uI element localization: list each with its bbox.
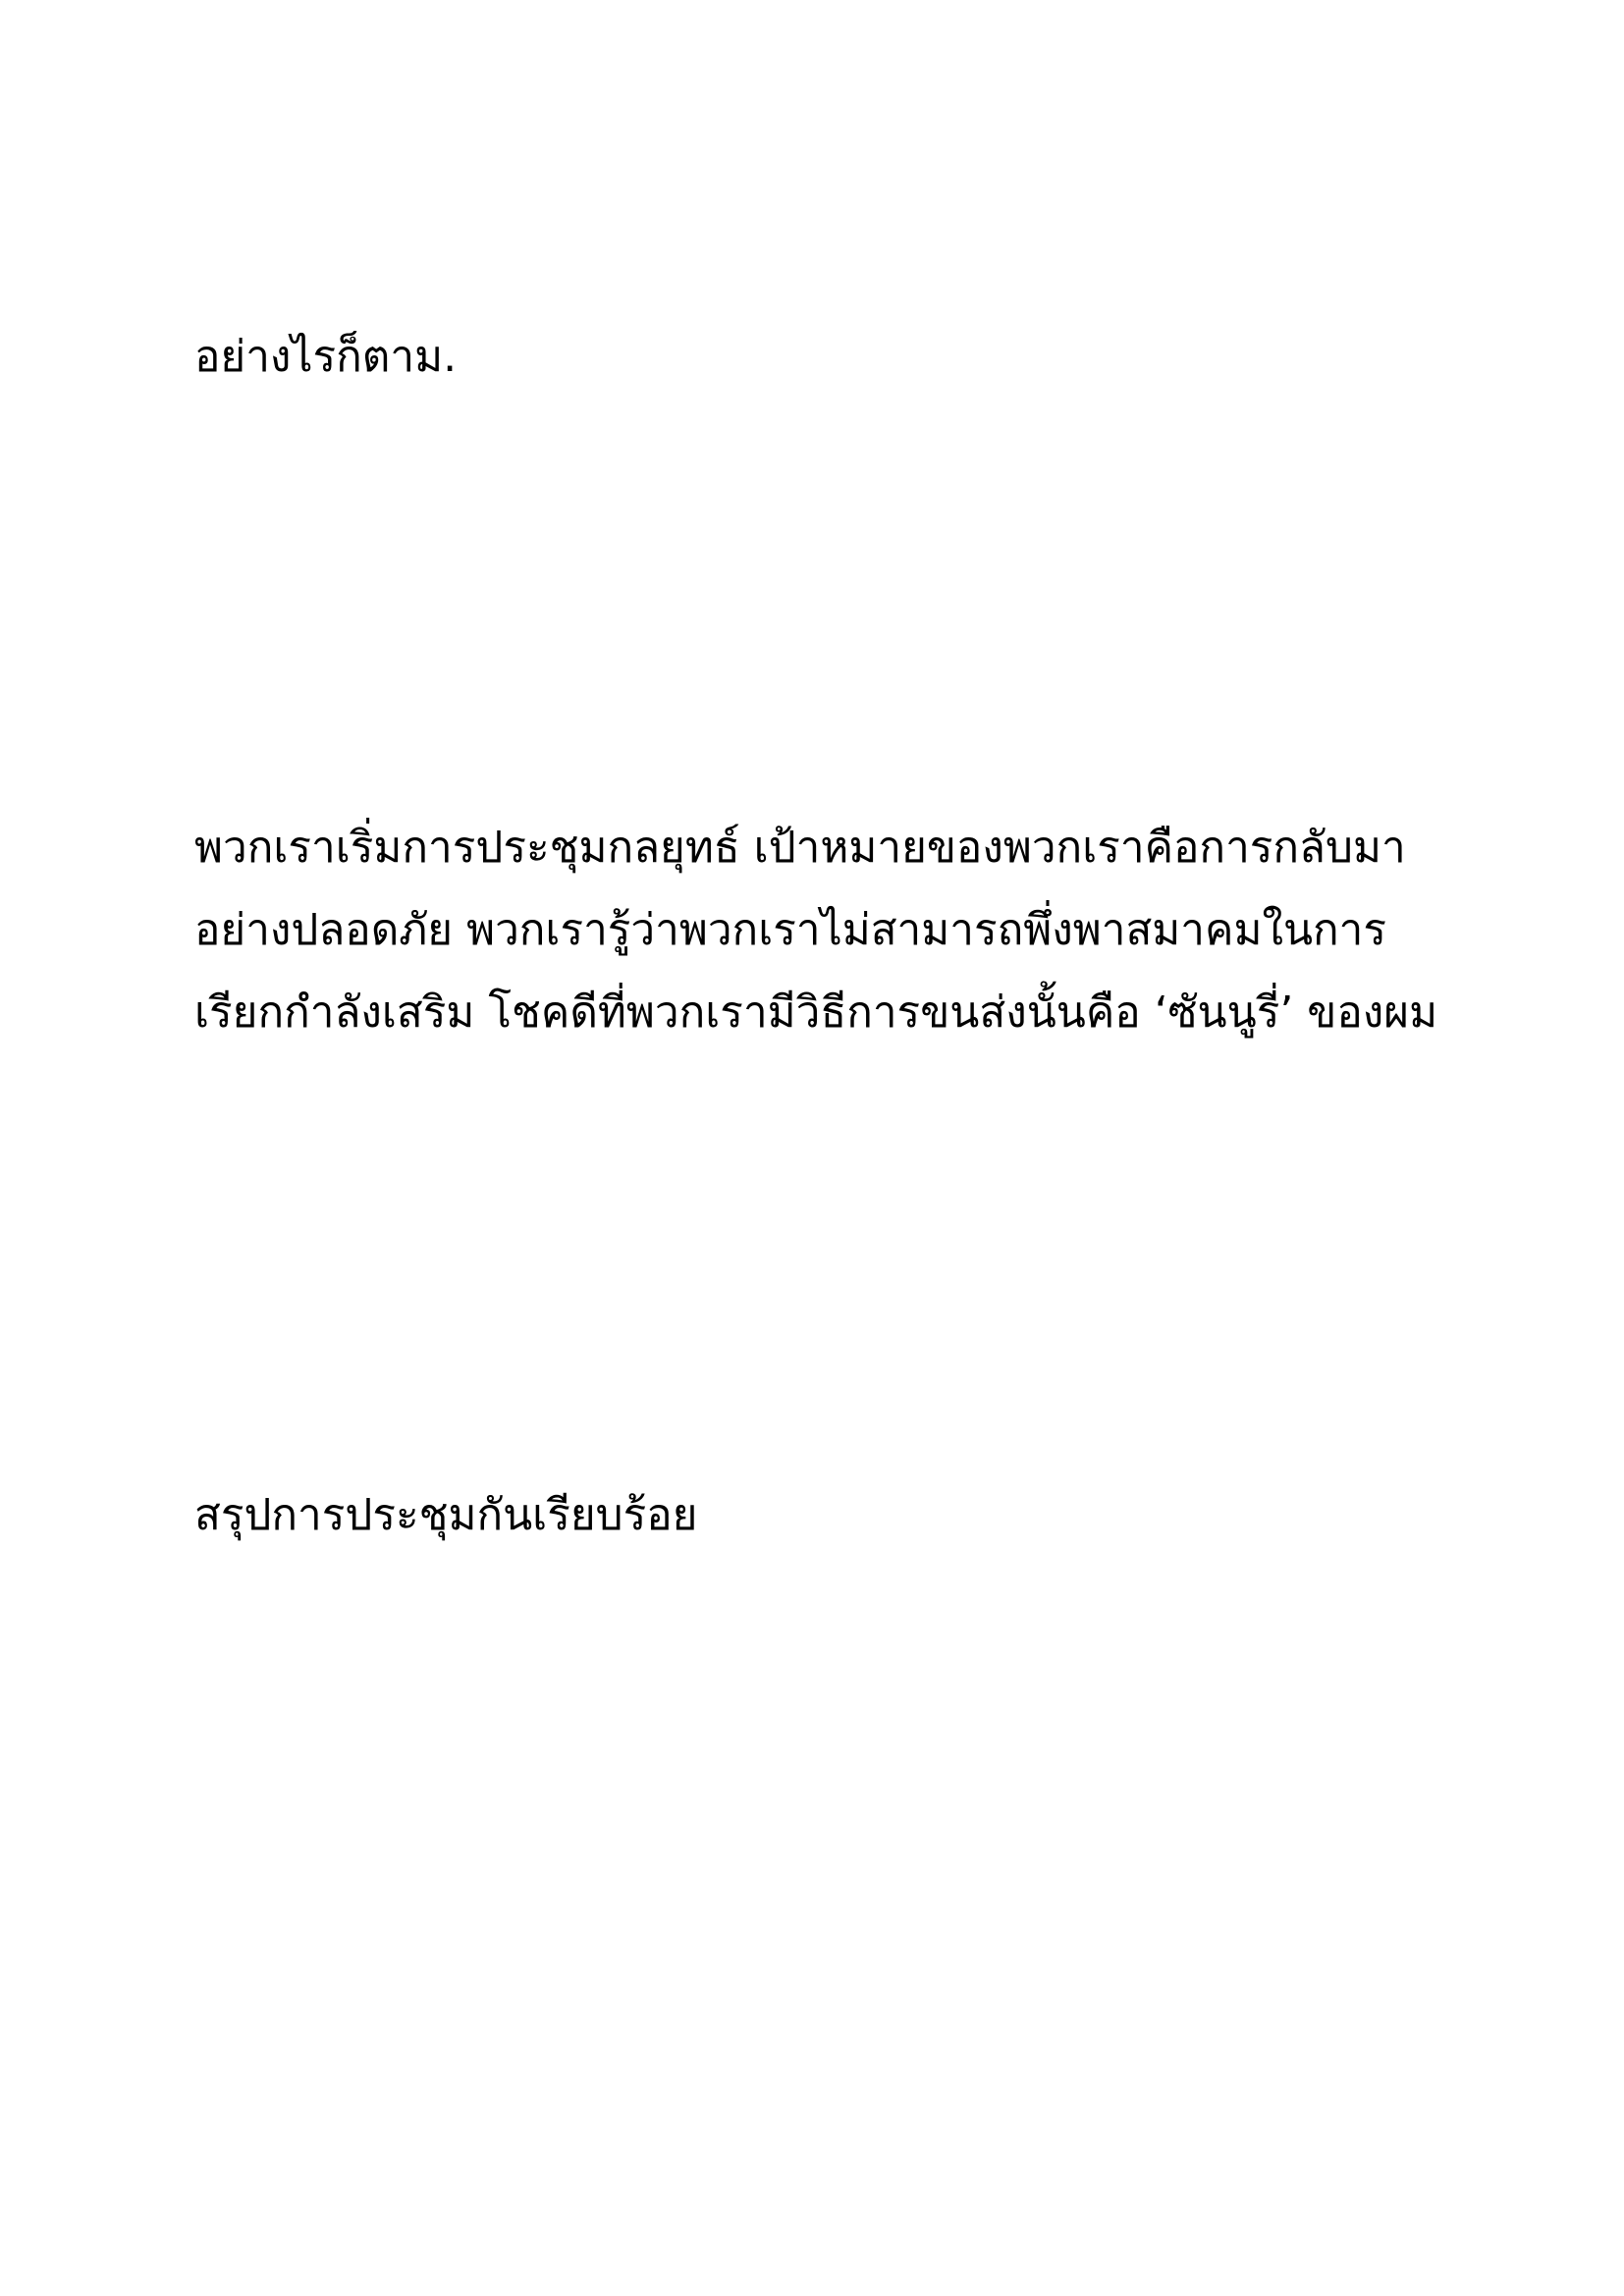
paragraph-however bbox=[194, 316, 457, 399]
paragraph-meeting-concluded bbox=[194, 1474, 697, 1557]
text-line: สรุปการประชุมกันเรียบร้อย bbox=[194, 1490, 698, 1540]
text-line: อย่างปลอดภัย พวกเรารู้ว่าพวกเราไม่สามารถพึ่งพาสมาคมในการ bbox=[194, 905, 1386, 955]
text-line: อย่างไรก็ตาม. bbox=[194, 332, 458, 382]
paragraph-strategy-meeting bbox=[194, 807, 1437, 1054]
text-line: เรียกกำลังเสริม โชคดีที่พวกเรามีวิธีการขนส่งนั้นคือ ‘ซันนูรี่’ ของผม bbox=[194, 988, 1438, 1038]
text-line: พวกเราเริ่มการประชุมกลยุทธ์ เป้าหมายของพวกเราคือการกลับมา bbox=[194, 823, 1406, 873]
